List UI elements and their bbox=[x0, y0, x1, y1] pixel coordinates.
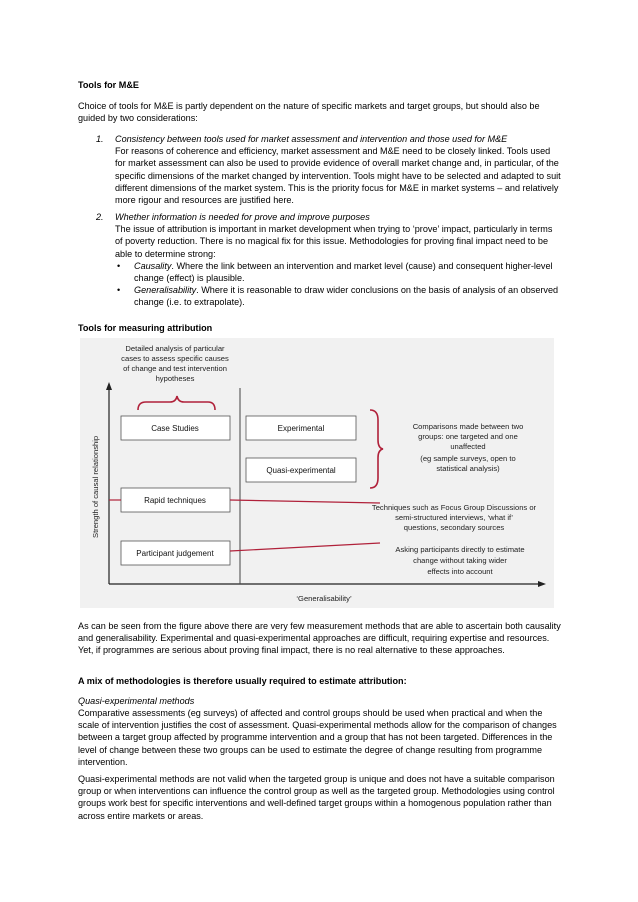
bullet-dot-icon: • bbox=[117, 260, 121, 271]
bullet-dot-icon: • bbox=[117, 285, 121, 296]
paragraph-quasi-2: Quasi-experimental methods are not valid when the targeted group is unique and does not have a suitable comparison group or when interventions can influence the control group as well as the targeted group. Methodologies using control groups work best for specific interventions and well-defined target groups within a homogenous population rather than across entire markets or areas. bbox=[78, 774, 555, 821]
comparisons-brace bbox=[370, 410, 383, 488]
comparisons-note-line-2: groups: one targeted and one bbox=[418, 432, 518, 441]
attribution-diagram bbox=[80, 338, 554, 608]
bullet-causality-term: Causality bbox=[134, 260, 172, 271]
consideration-1-title: Consistency between tools used for market assessment and intervention and those used for M&E bbox=[115, 134, 508, 144]
heading-tools-measuring-attribution: Tools for measuring attribution bbox=[78, 323, 213, 333]
bullet-causality bbox=[115, 260, 562, 284]
techniques-note-line-2: semi-structured interviews, ‘what if’ bbox=[395, 513, 513, 522]
paragraph-after-figure: As can be seen from the figure above there are very few measurement methods that are able to ascertain both causality and generalisability. Experimental and quasi-experimental approaches are difficult, requiring expertise and resources. Yet, if programmes are serious about proving final impact, there is no real alternative to these approaches. bbox=[78, 621, 561, 656]
rapid-techniques-label: Rapid techniques bbox=[144, 496, 206, 505]
rapid-techniques-connector bbox=[230, 500, 380, 503]
comparisons-note-line-5: statistical analysis) bbox=[436, 464, 500, 473]
asking-note-line-1: Asking participants directly to estimate bbox=[395, 545, 525, 554]
case-studies-label: Case Studies bbox=[151, 424, 199, 433]
x-axis-label: ‘Generalisability’ bbox=[296, 594, 352, 603]
techniques-note-line-1: Techniques such as Focus Group Discussions or bbox=[371, 503, 537, 512]
bullet-generalisability-text: . Where it is reasonable to draw wider conclusions on the basis of analysis of an observed change (i.e. to extrapolate). bbox=[134, 285, 559, 308]
case-studies-brace bbox=[138, 396, 215, 410]
quasi-experimental-label: Quasi-experimental bbox=[266, 466, 336, 475]
top-note-line-1: Detailed analysis of particular bbox=[125, 344, 225, 353]
asking-note-line-3: effects into account bbox=[427, 567, 493, 576]
bullet-generalisability bbox=[115, 284, 562, 308]
comparisons-note-line-1: Comparisons made between two bbox=[412, 422, 524, 431]
consideration-1-body: For reasons of coherence and efficiency, market assessment and M&E need to be closely linked. Tools used for market assessment can also be used to provide evidence of overall market change and, in particular, of the specific dimensions of the market changed by intervention. Tools might have to be selected and adapted to suit different dimensions of the market system. This is the priority focus for M&E in market systems – and relatively more rigour and resources are justified here. bbox=[115, 146, 561, 206]
participant-judgement-label: Participant judgement bbox=[136, 549, 214, 558]
x-axis-arrow-icon bbox=[538, 581, 546, 587]
techniques-note-line-3: questions, secondary sources bbox=[403, 523, 505, 532]
asking-note-line-2: change without taking wider bbox=[413, 556, 507, 565]
comparisons-note-line-3: unaffected bbox=[450, 442, 486, 451]
consideration-2-title: Whether information is needed for prove and improve purposes bbox=[115, 212, 370, 222]
attribution-figure bbox=[80, 338, 554, 608]
experimental-label: Experimental bbox=[277, 424, 325, 433]
paragraph-quasi-1: Comparative assessments (eg surveys) of affected and control groups should be used when practical and when the scale of intervention justifies the cost of assessment. Quasi-experimental methods allow for the comparison of changes between a target group affected by programme intervention and a group that has not been targeted. Differences in the level of change between these two groups can be used to estimate the degree of change resulting from programme intervention. bbox=[78, 708, 557, 767]
top-note-line-2: cases to assess specific causes bbox=[121, 354, 229, 363]
top-note-line-4: hypotheses bbox=[155, 374, 195, 383]
heading-mix-of-methodologies: A mix of methodologies is therefore usually required to estimate attribution: bbox=[78, 676, 407, 686]
top-note-line-3: of change and test intervention bbox=[123, 364, 227, 373]
y-axis-label: Strength of causal relationship bbox=[91, 435, 100, 538]
comparisons-note-line-4: (eg sample surveys, open to bbox=[420, 454, 516, 463]
consideration-1-number: 1. bbox=[96, 134, 104, 144]
bullet-causality-text: . Where the link between an intervention and market level (cause) and consequent higher-level change (effect) is plausible. bbox=[134, 260, 553, 284]
subheading-quasi-experimental: Quasi-experimental methods bbox=[78, 696, 195, 706]
y-axis-arrow-icon bbox=[106, 382, 112, 390]
heading-tools-for-me: Tools for M&E bbox=[78, 80, 139, 90]
participant-judgement-connector bbox=[230, 543, 380, 551]
consideration-2-number: 2. bbox=[96, 212, 104, 222]
consideration-2-body: The issue of attribution is important in market development when trying to ‘prove’ impact, particularly in terms of poverty reduction. There is no magical fix for this issue. Methodologies for proving final impact need to be able to determine strong: bbox=[115, 224, 553, 259]
bullet-generalisability-term: Generalisability bbox=[134, 285, 197, 296]
intro-paragraph: Choice of tools for M&E is partly dependent on the nature of specific markets and target groups, but should also be guided by two considerations: bbox=[78, 101, 540, 124]
